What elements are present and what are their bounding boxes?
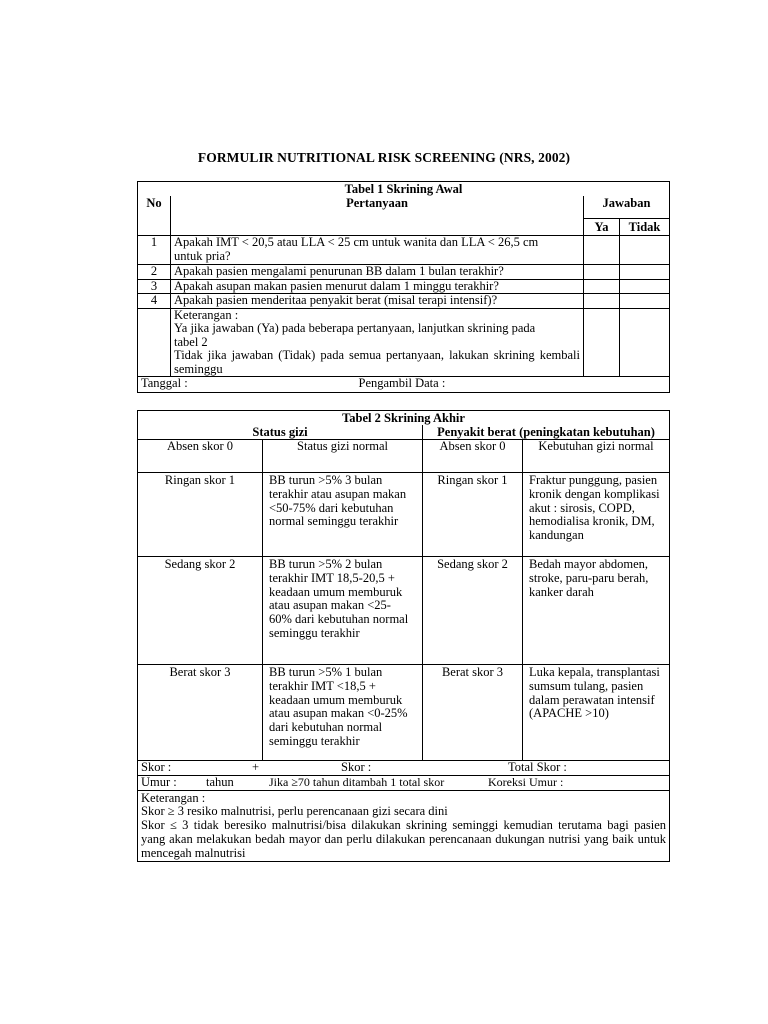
nutrition-score-label: Ringan skor 1 xyxy=(138,473,263,557)
age-correction-label: Koreksi Umur : xyxy=(488,774,564,789)
age-label: Umur : xyxy=(141,774,177,789)
answer-yes-cell[interactable] xyxy=(584,236,620,265)
answer-yes-cell[interactable] xyxy=(584,265,620,280)
table2-caption-row xyxy=(138,411,670,426)
header-nutrition-status: Status gizi xyxy=(138,425,423,440)
age-row xyxy=(138,775,670,790)
row-question: Apakah pasien mengalami penurunan BB dalam 1 bulan terakhir? xyxy=(171,265,584,280)
header-no: No xyxy=(138,196,171,236)
disease-score-label: Absen skor 0 xyxy=(423,440,523,473)
notes-line-no: Tidak jika jawaban (Tidak) pada semua pertanyaan, lakukan skrining kembali seminggu xyxy=(174,348,580,376)
disease-score-label: Sedang skor 2 xyxy=(423,557,523,665)
nutrition-score-label: Sedang skor 2 xyxy=(138,557,263,665)
score-summary xyxy=(138,761,670,776)
table1-notes-row xyxy=(138,308,670,377)
date-label: Tanggal : xyxy=(141,376,188,390)
table1-row xyxy=(138,236,670,265)
table2-row xyxy=(138,557,670,665)
table1-header-row xyxy=(138,196,670,219)
table2-notes xyxy=(138,790,670,861)
answer-yes-cell[interactable] xyxy=(584,294,620,309)
header-answer: Jawaban xyxy=(584,196,670,219)
answer-no-cell[interactable] xyxy=(620,265,670,280)
form-title: FORMULIR NUTRITIONAL RISK SCREENING (NRS, 2002) xyxy=(197,150,571,165)
score-row xyxy=(138,761,670,776)
table1-row xyxy=(138,279,670,294)
table2-row xyxy=(138,473,670,557)
notes-label: Keterangan : xyxy=(174,307,239,322)
disease-score-desc: Bedah mayor abdomen, stroke, paru-paru berah, kanker darah xyxy=(523,557,670,665)
row-question: Apakah IMT < 20,5 atau LLA < 25 cm untuk wanita dan LLA < 26,5 cm untuk pria? xyxy=(171,236,584,265)
header-question: Pertanyaan xyxy=(171,196,584,236)
nutrition-score-desc: BB turun >5% 3 bulan terakhir atau asupan makan <50-75% dari kebutuhan normal seminggu terakhir xyxy=(263,473,423,557)
notes-label: Keterangan : xyxy=(141,790,206,805)
answer-no-cell[interactable] xyxy=(620,294,670,309)
row-number: 4 xyxy=(138,294,171,309)
disease-score-label: Ringan skor 1 xyxy=(423,473,523,557)
notes-line-yes: Ya jika jawaban (Ya) pada beberapa pertanyaan, lanjutkan skrining pada tabel 2 xyxy=(174,321,536,349)
final-screening-table xyxy=(137,410,670,862)
nutrition-score-label: Absen skor 0 xyxy=(138,440,263,473)
table1-row xyxy=(138,265,670,280)
age-correction xyxy=(138,775,670,790)
table2-row xyxy=(138,665,670,761)
nutrition-score-desc: BB turun >5% 2 bulan terakhir IMT 18,5-20,5 + keadaan umum memburuk atau asupan makan <25-60% dari kebutuhan normal seminggu terakhir xyxy=(263,557,423,665)
table2-header-row xyxy=(138,425,670,440)
collector-label: Pengambil Data : xyxy=(358,376,446,390)
table1-caption: Tabel 1 Skrining Awal xyxy=(138,182,670,197)
disease-score-label: Berat skor 3 xyxy=(423,665,523,761)
table2-notes-row xyxy=(138,790,670,861)
disease-score-desc: Fraktur punggung, pasien kronik dengan komplikasi akut : sirosis, COPD, hemodialisa kronik, DM, kandungan xyxy=(523,473,670,557)
header-no-answer: Tidak xyxy=(620,219,670,236)
table1-footer xyxy=(138,377,670,393)
row-number: 2 xyxy=(138,265,171,280)
nutrition-score-desc: BB turun >5% 1 bulan terakhir IMT <18,5 + keadaan umum memburuk atau asupan makan <0-25% dari kebutuhan normal seminggu terakhir xyxy=(263,665,423,761)
nutrition-score-desc: Status gizi normal xyxy=(263,440,423,473)
age-rule: Jika ≥70 tahun ditambah 1 total skor xyxy=(269,774,445,789)
header-disease-severity: Penyakit berat (peningkatan kebutuhan) xyxy=(423,425,670,440)
table1-notes xyxy=(171,308,584,377)
notes-line-no-risk: Skor ≤ 3 tidak beresiko malnutrisi/bisa dilakukan skrining seminggi kemudian terutama bagi pasien yang akan melakukan bedah mayor dan perlu dilakukan perencanaan dukungan nutrisi yang baik untuk mencegah malnutrisi xyxy=(141,818,667,860)
disease-skor-label: Skor : xyxy=(341,760,372,774)
header-yes: Ya xyxy=(584,219,620,236)
disease-score-desc: Kebutuhan gizi normal xyxy=(523,440,670,473)
table1-row xyxy=(138,294,670,309)
plus-sign: + xyxy=(252,760,260,774)
nutrition-score-label: Berat skor 3 xyxy=(138,665,263,761)
table2-row xyxy=(138,440,670,473)
table1-caption-row xyxy=(138,182,670,197)
total-skor-label: Total Skor : xyxy=(508,760,567,774)
row-question: Apakah pasien menderitaa penyakit berat (misal terapi intensif)? xyxy=(171,294,584,309)
answer-no-cell[interactable] xyxy=(620,236,670,265)
answer-yes-cell[interactable] xyxy=(584,279,620,294)
row-number: 1 xyxy=(138,236,171,265)
table2-caption: Tabel 2 Skrining Akhir xyxy=(138,411,670,426)
table1-footer-row xyxy=(138,377,670,393)
age-unit: tahun xyxy=(206,774,234,789)
notes-line-risk: Skor ≥ 3 resiko malnutrisi, perlu perencanaan gizi secara dini xyxy=(141,804,448,819)
row-question: Apakah asupan makan pasien menurut dalam 1 minggu terakhir? xyxy=(171,279,584,294)
disease-score-desc: Luka kepala, transplantasi sumsum tulang, pasien dalam perawatan intensif (APACHE >10) xyxy=(523,665,670,761)
initial-screening-table xyxy=(137,181,670,393)
answer-no-cell[interactable] xyxy=(620,279,670,294)
row-number: 3 xyxy=(138,279,171,294)
nutrition-skor-label: Skor : xyxy=(141,760,172,774)
